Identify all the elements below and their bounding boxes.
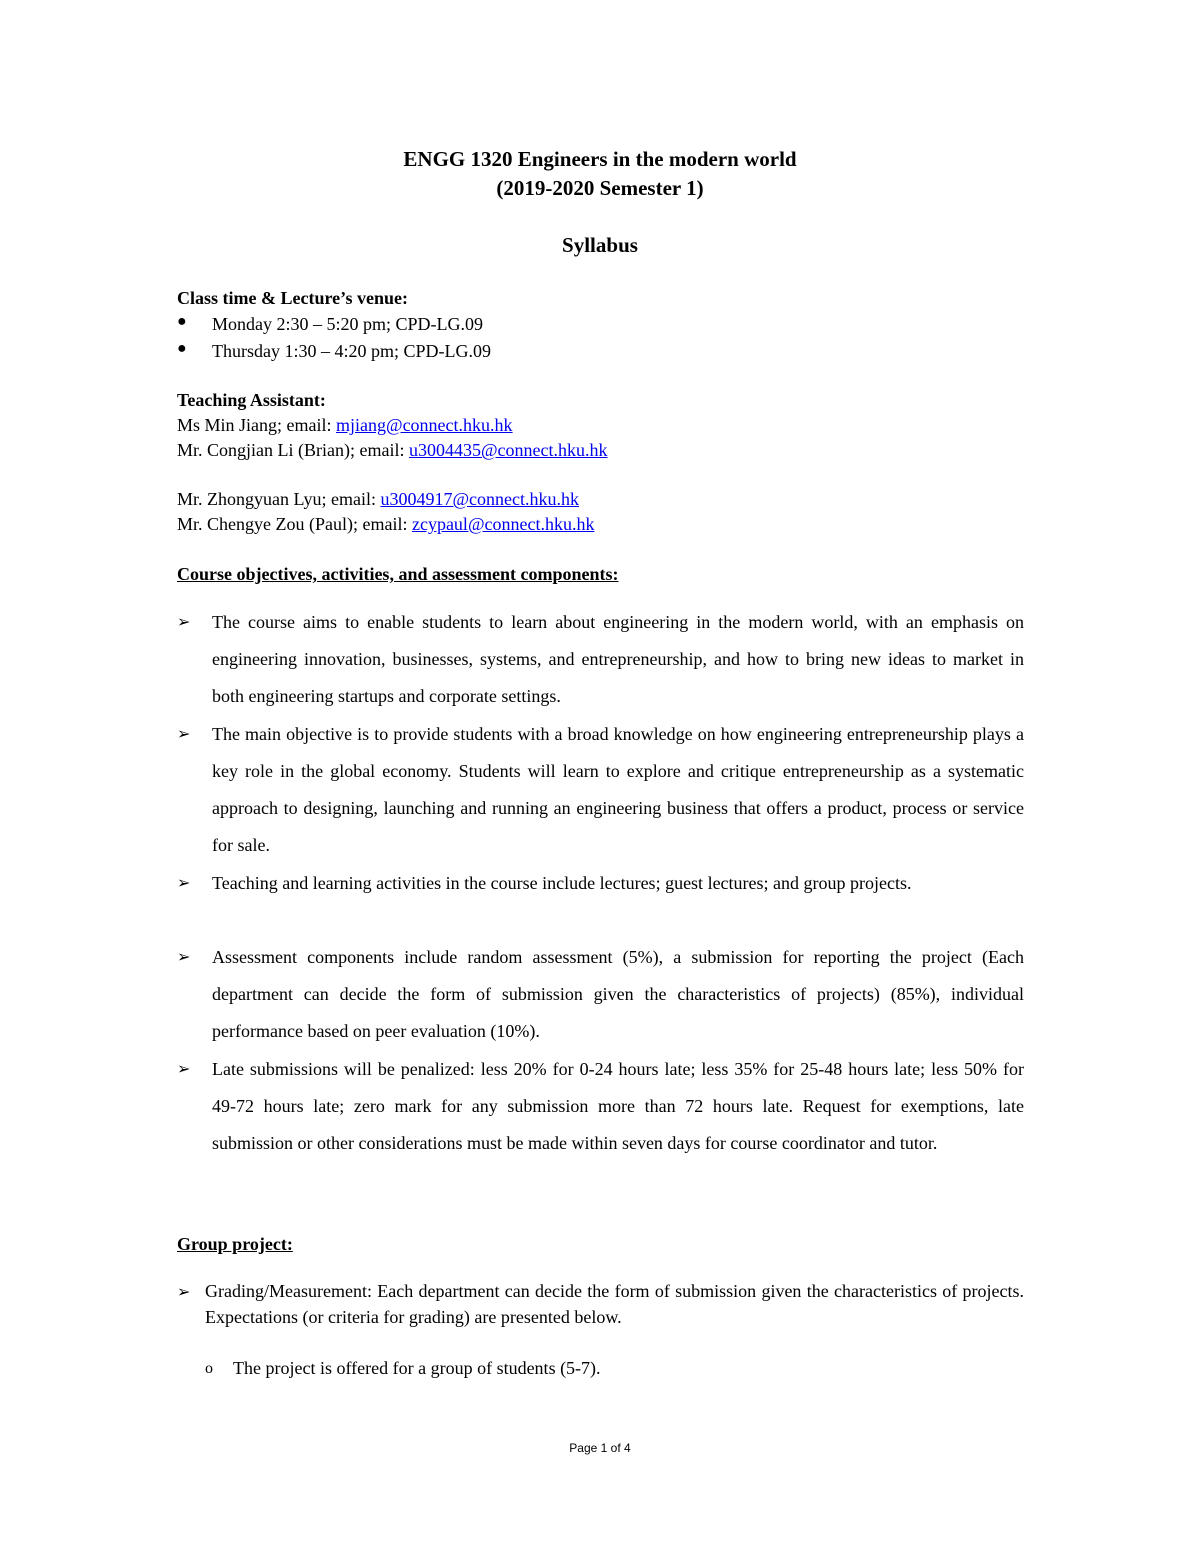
group-project-subitem: The project is offered for a group of students (5-7). <box>233 1358 601 1378</box>
teaching-assistant-heading: Teaching Assistant: <box>177 390 326 410</box>
ta-entry-label: Mr. Congjian Li (Brian); email: <box>177 440 409 460</box>
objective-item: The course aims to enable students to learn about engineering in the modern world, with an emphasis on engineering innovation, businesses, systems, and entrepreneurship, and how to bring new ideas to market in both engineering startups and corporate settings. <box>212 612 1024 706</box>
arrow-bullet-icon: ➢ <box>177 1284 191 1301</box>
ta-email-link[interactable]: u3004917@connect.hku.hk <box>380 489 580 509</box>
arrow-bullet-icon: ➢ <box>177 614 191 631</box>
ta-entry-label: Ms Min Jiang; email: <box>177 415 336 435</box>
objective-item: Teaching and learning activities in the course include lectures; guest lectures; and group projects. <box>212 873 912 893</box>
ta-entry <box>177 511 594 537</box>
ta-entry <box>177 437 608 463</box>
class-time-item: Monday 2:30 – 5:20 pm; CPD-LG.09 <box>212 314 484 334</box>
ta-entry-label: Mr. Zhongyuan Lyu; email: <box>177 489 381 509</box>
arrow-bullet-icon: ➢ <box>177 726 191 743</box>
syllabus-title: Syllabus <box>562 233 638 257</box>
ta-email-link[interactable]: mjiang@connect.hku.hk <box>336 415 513 435</box>
bullet-dot-icon: ● <box>177 313 187 330</box>
ta-email-link[interactable]: zcypaul@connect.hku.hk <box>411 514 595 534</box>
course-objectives-heading: Course objectives, activities, and assessment components: <box>177 564 619 584</box>
objective-item: Assessment components include random assessment (5%), a submission for reporting the project (Each department can decide the form of submission given the characteristics of projects) (85%), individual performance based on peer evaluation (10%). <box>212 947 1024 1041</box>
page-footer: Page 1 of 4 <box>569 1441 631 1455</box>
semester-title: (2019-2020 Semester 1) <box>496 176 704 200</box>
group-project-item: Grading/Measurement: Each department can decide the form of submission given the characteristics of projects. Expectations (or criteria for grading) are presented below. <box>205 1281 1024 1327</box>
group-project-heading: Group project: <box>177 1234 293 1254</box>
course-title: ENGG 1320 Engineers in the modern world <box>403 147 797 171</box>
arrow-bullet-icon: ➢ <box>177 949 191 966</box>
ta-email-link[interactable]: u3004435@connect.hku.hk <box>408 440 608 460</box>
class-time-heading: Class time & Lecture’s venue: <box>177 288 408 308</box>
class-time-item: Thursday 1:30 – 4:20 pm; CPD-LG.09 <box>212 341 491 361</box>
bullet-dot-icon: ● <box>177 340 187 357</box>
objective-item: The main objective is to provide students with a broad knowledge on how engineering entrepreneurship plays a key role in the global economy. Students will learn to explore and critique entrepreneurship as a systematic approach to designing, launching and running an engineering business that offers a product, process or service for sale. <box>212 724 1024 855</box>
arrow-bullet-icon: ➢ <box>177 875 191 892</box>
ta-entry-label: Mr. Chengye Zou (Paul); email: <box>177 514 412 534</box>
ta-entry <box>177 486 579 512</box>
arrow-bullet-icon: ➢ <box>177 1061 191 1078</box>
objective-item: Late submissions will be penalized: less 20% for 0-24 hours late; less 35% for 25-48 hours late; less 50% for 49-72 hours late; zero mark for any submission more than 72 hours late. Request for exemptions, late submission or other considerations must be made within seven days for course coordinator and tutor. <box>212 1059 1024 1153</box>
ta-entry <box>177 412 513 438</box>
circle-bullet-icon: o <box>205 1360 213 1377</box>
